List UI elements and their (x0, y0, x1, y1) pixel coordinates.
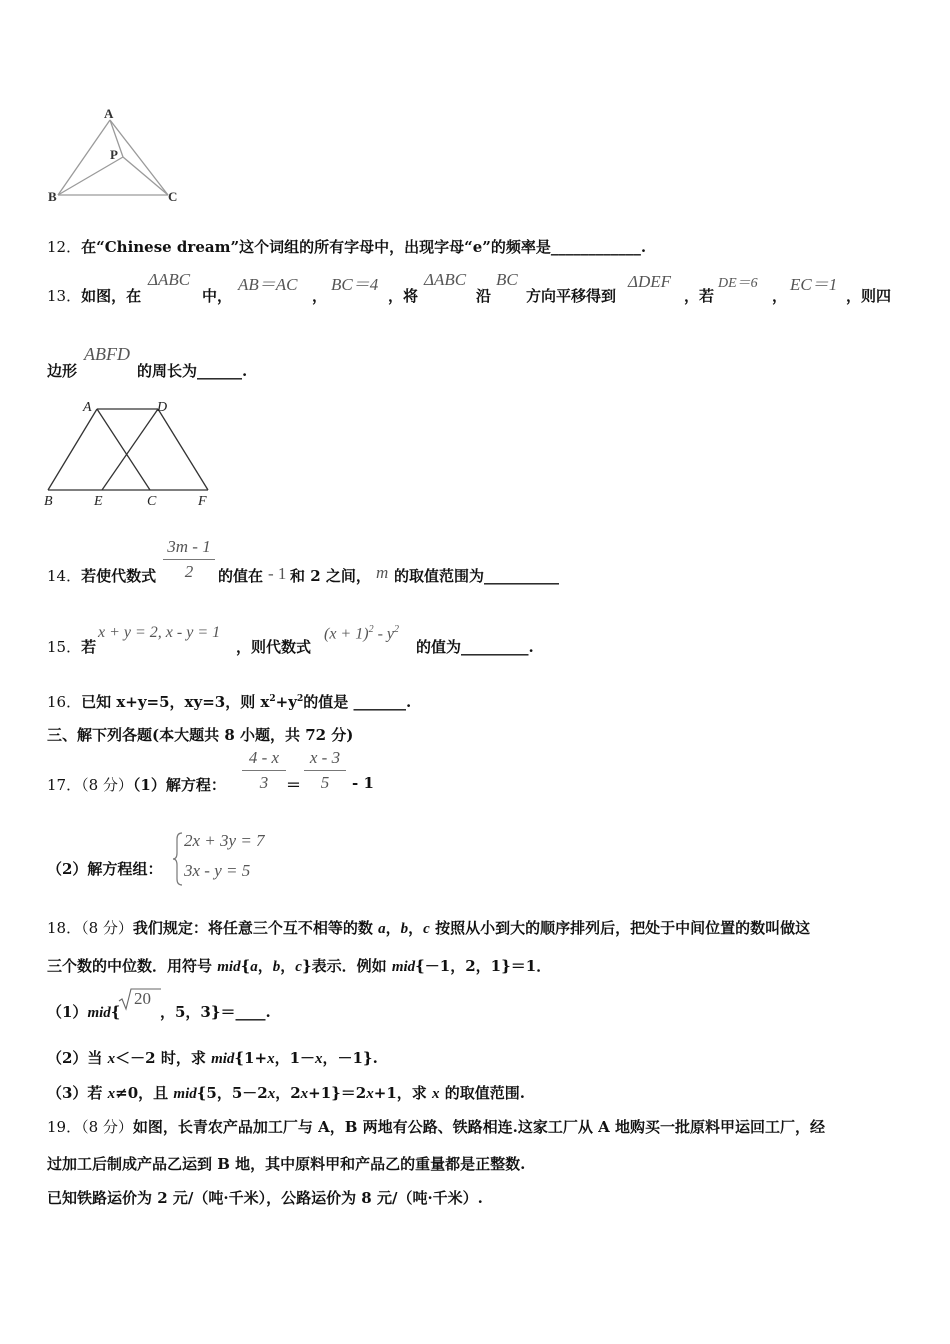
q18-var-a: a (378, 921, 386, 937)
q13-comma-1: ， (312, 287, 328, 305)
q18-var-c-2: c (295, 959, 302, 975)
edge-ab (58, 120, 110, 195)
q19-line1: 如图，长青农产品加工厂与 A，B 两地有公路、铁路相连.这家工厂从 A 地购买一批原料甲运回工厂，经 (132, 1118, 825, 1136)
q18-part-3 (47, 1082, 525, 1103)
q13-number: 13． (47, 287, 82, 305)
q17-left-fraction (242, 748, 286, 793)
q18-p3-x4: x (366, 1086, 374, 1102)
q16-text-1: 已知 x+y=5，xy=3，则 x (81, 693, 270, 711)
q18-line1-a: 我们规定：将任意三个互不相等的数 (132, 919, 379, 937)
q18-line2-c: }表示．例如 (301, 957, 392, 975)
q12-text: 在“Chinese dream”这个词组的所有字母中，出现字母“e”的频率是 (81, 238, 551, 256)
q18-comma-2: ， (408, 919, 424, 937)
q18-p1-brace: { (110, 1003, 121, 1021)
q16-number: 16． (47, 693, 82, 711)
q16-text-2: +y (275, 693, 297, 711)
q18-mid-2: mid (391, 959, 416, 975)
q17-number: 17． (47, 776, 82, 794)
q17-left-denominator: 3 (259, 773, 269, 792)
q15-exponent-b: 2 (394, 624, 399, 635)
q14-text-2: 的值在 (218, 567, 264, 585)
q18-p3-f: +1，求 (373, 1084, 432, 1102)
q14-blank: __________ (484, 567, 560, 585)
q13-text-4: 沿 (476, 287, 492, 305)
q14-number: 14． (47, 567, 82, 585)
q15-expr-part-a: (x + 1) (324, 625, 369, 643)
q17-equation-1: 2x + 3y = 7 (184, 831, 265, 850)
q17-part1-label: （1）解方程： (132, 776, 226, 794)
q15-text-2: ，则代数式 (236, 638, 312, 656)
q18-var-c: c (423, 921, 430, 937)
q13-text-5: 方向平移得到 (526, 287, 617, 305)
q13-line2-text-b (137, 360, 247, 381)
question-19-line-2: 过加工后制成产品乙运到 B 地，其中原料甲和产品乙的重量都是正整数. (47, 1155, 526, 1173)
label-d: D (157, 400, 168, 415)
q14-variable-m: m (376, 563, 389, 582)
q18-line2-d: {－1，2，1}＝1． (415, 957, 552, 975)
q18-p3-x3: x (300, 1086, 309, 1102)
question-17 (47, 774, 226, 795)
triangle-abc-p-figure (40, 100, 190, 210)
q13-triangle-abc-2: ΔABC (424, 270, 467, 289)
edge-de (102, 409, 158, 490)
edge-ab (48, 409, 97, 490)
q18-var-a-2: a (250, 959, 258, 975)
q17-right-fraction (304, 748, 346, 793)
q13-text-2: 中， (202, 287, 233, 305)
q17-score: （8 分） (81, 776, 133, 794)
q14-denominator: 2 (184, 562, 194, 581)
q15-exponent-a: 2 (368, 624, 374, 635)
q15-end: . (528, 638, 534, 656)
q18-p2-e: ，－1}. (322, 1049, 378, 1067)
q17-left-numerator: 4 - x (248, 748, 280, 767)
question-16 (47, 691, 411, 712)
q14-neg-one: - 1 (268, 564, 287, 583)
q18-p1-label: （1） (47, 1003, 88, 1021)
q13-text-3: ，将 (388, 287, 419, 305)
q18-p1-end: . (265, 1003, 271, 1021)
q17-minus-one: - 1 (352, 774, 374, 792)
label-c: C (147, 494, 157, 509)
q18-line2-b: { (240, 957, 251, 975)
q18-p3-d: ，2 (275, 1084, 301, 1102)
q18-p2-b: ＜－2 时，求 (115, 1049, 212, 1067)
q18-comma-3: ， (257, 957, 273, 975)
q18-p1-values: ，5，3}＝ (160, 1003, 236, 1021)
q13-ec-eq-1: EC＝1 (790, 275, 838, 294)
q18-number: 18． (47, 919, 82, 937)
q13-triangle-def: ΔDEF (628, 272, 672, 291)
q18-p3-b: ≠0，且 (115, 1084, 174, 1102)
q14-text-3: 和 2 之间， (290, 567, 371, 585)
q18-p2-x3: x (315, 1051, 323, 1067)
question-13 (47, 285, 141, 306)
q13-triangle-abc: ΔABC (148, 270, 191, 289)
q18-p3-x2: x (267, 1086, 276, 1102)
q12-number: 12． (47, 238, 82, 256)
q18-comma-1: ， (385, 919, 401, 937)
label-e: E (94, 494, 103, 509)
q15-text-1: 若 (81, 638, 97, 656)
section-3-heading: 三、解下列各题(本大题共 8 小题，共 72 分) (47, 726, 354, 744)
q18-p2-c: {1+ (234, 1049, 268, 1067)
q18-p1-blank: ____ (235, 1003, 266, 1021)
edge-ac (97, 409, 150, 490)
q15-text-3 (416, 636, 534, 657)
q18-p2-x2: x (267, 1051, 275, 1067)
q13-text-6: ，若 (684, 287, 715, 305)
q18-p3-x1: x (107, 1086, 116, 1102)
edge-df (158, 409, 208, 490)
question-19-line-1 (47, 1116, 825, 1137)
label-a: A (104, 106, 114, 121)
segment-cp (123, 157, 168, 195)
q18-comma-4: ， (280, 957, 296, 975)
q13-bc-eq-4: BC＝4 (331, 275, 379, 294)
question-19-line-3: 已知铁路运价为 2 元/（吨·千米），公路运价为 8 元/（吨·千米）. (47, 1189, 483, 1207)
label-b: B (48, 189, 57, 204)
trapezoid-translation-figure (40, 396, 220, 511)
q17-part2-label: （2）解方程组： (47, 860, 163, 878)
q18-score: （8 分） (81, 919, 133, 937)
q18-line1-b: 按照从小到大的顺序排列后，把处于中间位置的数叫做这 (429, 919, 811, 937)
q15-number: 15． (47, 638, 82, 656)
q17-right-numerator: x - 3 (309, 748, 341, 767)
q13-ab-eq-ac: AB＝AC (238, 275, 298, 294)
q17-equals: ＝ (286, 776, 302, 794)
label-b: B (44, 494, 53, 509)
q14-numerator: 3m - 1 (167, 537, 211, 556)
q17-equation-2: 3x - y = 5 (184, 861, 251, 880)
q16-exp-1: 2 (269, 694, 276, 704)
q13-comma-2: ， (772, 287, 788, 305)
q12-blank: ____________ (550, 238, 641, 256)
q16-end: . (405, 693, 412, 711)
q13-bc: BC (496, 270, 518, 289)
q18-mid-1: mid (217, 959, 241, 975)
q18-p3-x5: x (431, 1086, 440, 1102)
q16-exp-2: 2 (296, 694, 304, 704)
q14-text-4 (394, 565, 559, 586)
question-12 (47, 236, 646, 257)
q18-p3-g: 的取值范围. (439, 1084, 525, 1102)
q13-text-7: ，则四 (846, 287, 892, 305)
q13-text-1: 如图，在 (81, 287, 142, 305)
q18-part-1 (47, 1001, 120, 1022)
q13-blank: ______ (197, 362, 243, 380)
question-15 (47, 636, 96, 657)
q18-var-b-2: b (272, 959, 281, 975)
q18-p3-mid: mid (173, 1086, 197, 1102)
q18-p3-e: +1}＝2 (308, 1084, 367, 1102)
q18-part-2 (47, 1047, 378, 1068)
q17-right-denominator: 5 (320, 773, 330, 792)
q13-end: . (242, 362, 248, 380)
q14-fraction (163, 537, 215, 582)
segment-bp (58, 157, 123, 195)
q16-blank: _______ (353, 693, 406, 711)
question-18-line-2 (47, 955, 551, 976)
q15-blank: _________ (461, 638, 529, 656)
edge-ac (110, 120, 168, 195)
q13-line2-text-a: 边形 (47, 362, 78, 380)
q15-value-label: 的值为 (416, 638, 462, 656)
q15-expr-part-b: - y (373, 625, 394, 643)
q18-p2-a: （2）当 (47, 1049, 108, 1067)
q18-p2-x1: x (107, 1051, 116, 1067)
label-a: A (83, 400, 92, 415)
q18-p3-c: {5，5－2 (196, 1084, 268, 1102)
q12-end: . (640, 238, 647, 256)
q19-score: （8 分） (81, 1118, 133, 1136)
q13-quad-abfd: ABFD (84, 344, 130, 364)
q18-p3-a: （3）若 (47, 1084, 108, 1102)
q15-condition: x + y = 2, x - y = 1 (98, 624, 221, 641)
q15-expression (324, 624, 399, 643)
q18-line2-a: 三个数的中位数．用符号 (47, 957, 218, 975)
q17-system-brace (172, 831, 184, 887)
q18-p1-mid: mid (87, 1005, 111, 1021)
q19-number: 19． (47, 1118, 82, 1136)
q14-range-label: 的取值范围为 (394, 567, 485, 585)
label-c: C (168, 189, 178, 204)
label-p: P (110, 147, 118, 162)
q18-var-b: b (400, 921, 409, 937)
question-14 (47, 565, 156, 586)
q13-de-eq-6: DE＝6 (718, 276, 758, 291)
q14-text-1: 若使代数式 (81, 567, 157, 585)
q18-p2-mid: mid (211, 1051, 235, 1067)
label-f: F (198, 494, 207, 509)
q18-p2-d: ，1－ (274, 1049, 315, 1067)
q16-text-3: 的值是 (303, 693, 349, 711)
q13-perimeter-label: 的周长为 (137, 362, 198, 380)
q18-sqrt-value: 20 (134, 989, 151, 1008)
q18-p1-rest (160, 1001, 271, 1022)
question-18-line-1 (47, 917, 810, 938)
